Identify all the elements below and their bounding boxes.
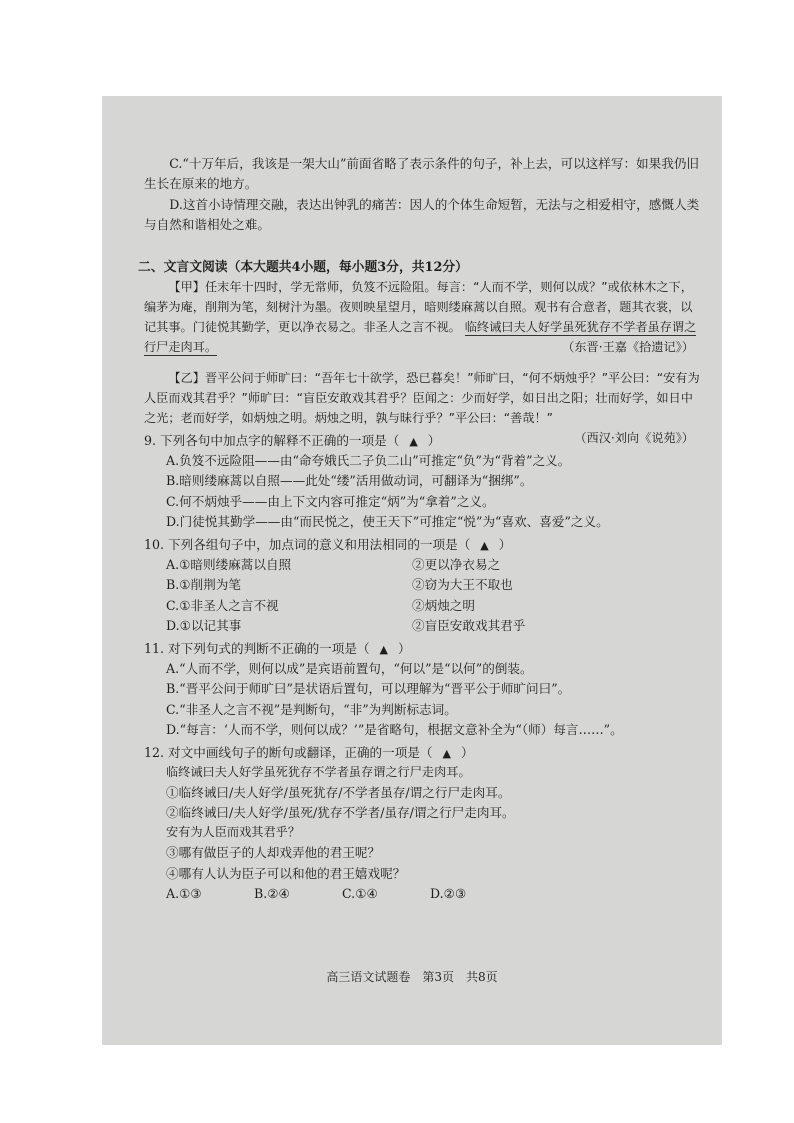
intro-item-d: D.这首小诗情理交融，表达出钟乳的痛苦：因人的个体生命短暂，无法与之相爱相守，感慨人类与自然和谐相处之难。 [144,196,700,233]
passage-jia [144,278,700,357]
section-title: 二、文言文阅读（本大题共4小题，每小题3分，共12分） [138,259,468,275]
intro-items [144,154,700,236]
q10-option-b [144,575,700,595]
question-12 [144,743,700,905]
q9-stem: 9. 下列各句中加点字的解释不正确的一项是（ [144,432,400,448]
answer-mark: ▲ [480,538,489,552]
q10-stem: 10. 下列各组句子中，加点词的意义和用法相同的一项是（ [144,536,471,552]
q12-choice-c: C.①④ [342,885,378,901]
q12-choice-a: A.①③ [166,885,202,901]
q10-c-2: ②炳烛之明 [412,597,475,613]
passage-jia-source: （东晋·王嘉《拾遗记》） [562,339,694,354]
passage-jia-underlined: 临终诫曰夫人好学虽死犹存不学者虽存谓之行尸走肉耳。 [144,319,697,354]
q9-option-b: B.暗则缕麻蒿以自照——此处“缕”活用做动词，可翻译为“捆绑”。 [166,473,533,489]
q10-a-1: A.①暗则缕麻蒿以自照 [166,556,292,572]
q11-option-b: B.“晋平公问于师旷曰”是状语后置句，可以理解为“晋平公于师旷问曰”。 [166,681,571,697]
q10-b-1: B.①削荆为笔 [166,577,241,593]
q11-option-d: D.“每言：‘人而不学，则何以成？’”是省略句，根据文意补全为“（师）每言……”。 [166,722,623,738]
passage-jia-text: 【甲】任末年十四时，学无常师，负笈不远险阻。每言：“人而不学，则何以成？”或依林木之下，编茅为庵，削荆为笔，刻树汁为墨。夜则映星望月，暗则缕麻蒿以自照。观书有合意者，题其衣裳，以记其事。门徒悦其勤学，更以净衣易之。非圣人之言不视。 [144,280,693,334]
q12-item-4: ④哪有人认为臣子可以和他的君王嬉戏呢？ [166,865,406,881]
page-footer: 高三语文试题卷 第3页 共8页 [326,969,498,984]
q10-d-2: ②盲臣安敢戏其君乎 [412,618,526,634]
q9-option-a: A.负笈不远险阻——由“命夸娥氏二子负二山”可推定“负”为“背着”之义。 [166,453,571,469]
answer-mark: ▲ [409,434,418,448]
q11-option-c: C.“非圣人之言不视”是判断句，“非”为判断标志词。 [166,701,457,717]
answer-mark: ▲ [379,642,389,656]
q10-b-2: ②窃为大王不取也 [412,577,513,593]
q11-stem-end: ） [398,640,411,656]
passage-yi-source: （西汉·刘向《说苑》） [574,430,694,445]
q10-stem-end: ） [498,536,512,552]
q12-choice-b: B.②④ [254,885,290,901]
q12-choices [144,884,700,904]
q12-sentence-1: 临终诫曰夫人好学虽死犹存不学者虽存谓之行尸走肉耳。 [166,764,471,779]
passage-yi-text: 【乙】晋平公问于师旷曰：“吾年七十欲学，恐已暮矣！”师旷曰，“何不炳烛乎？”平公曰：“安有为人臣而戏其君乎？”师旷曰：“盲臣安敢戏其君乎？臣闻之：少而好学，如日出之阳；壮而好学，如日中之光；老而好学，如炳烛之明。炳烛之明，孰与昧行乎？”平公曰：“善哉！” [144,371,700,425]
question-10 [144,535,700,637]
q9-option-c: C.何不炳烛乎——由上下文内容可推定“炳”为“拿着”之义。 [166,493,495,509]
q12-item-1: ①临终诫曰/夫人好学/虽死犹存/不学者虽存/谓之行尸走肉耳。 [166,784,511,800]
q12-sentence-2: 安有为人臣而戏其君乎？ [166,825,301,840]
q12-item-2: ②临终诫曰/夫人好学/虽死/犹存不学者/虽存/谓之行尸走肉耳。 [166,805,515,821]
q10-option-c [144,596,700,616]
q11-stem: 11. 对下列句式的判断不正确的一项是（ [144,640,370,656]
q12-stem-end: ） [460,744,474,760]
answer-mark: ▲ [442,746,451,760]
q10-a-2: ②更以净衣易之 [412,556,501,572]
q9-option-d: D.门徒悦其勤学——由“而民悦之，使王天下”可推定“悦”为“喜欢、喜爱”之义。 [166,514,609,530]
q10-option-d [144,616,700,636]
q11-option-a: A.“人而不学，则何以成”是宾语前置句，“何以”是“以何”的倒装。 [166,660,533,676]
q9-stem-end: ） [427,432,441,448]
exam-page [102,96,722,1045]
q12-item-3: ③哪有做臣子的人却戏弄他的君王呢？ [166,845,381,861]
q12-choice-d: D.②③ [430,885,467,901]
intro-item-c: C.“十万年后，我该是一架大山”前面省略了表示条件的句子，补上去，可以这样写：如果我仍旧生长在原来的地方。 [144,156,700,192]
q10-d-1: D.①以记其事 [166,618,242,634]
q10-option-a [144,555,700,575]
q12-stem: 12. 对文中画线句子的断句或翻译，正确的一项是（ [144,744,433,760]
q10-c-1: C.①非圣人之言不视 [166,597,279,613]
question-11 [144,639,700,741]
